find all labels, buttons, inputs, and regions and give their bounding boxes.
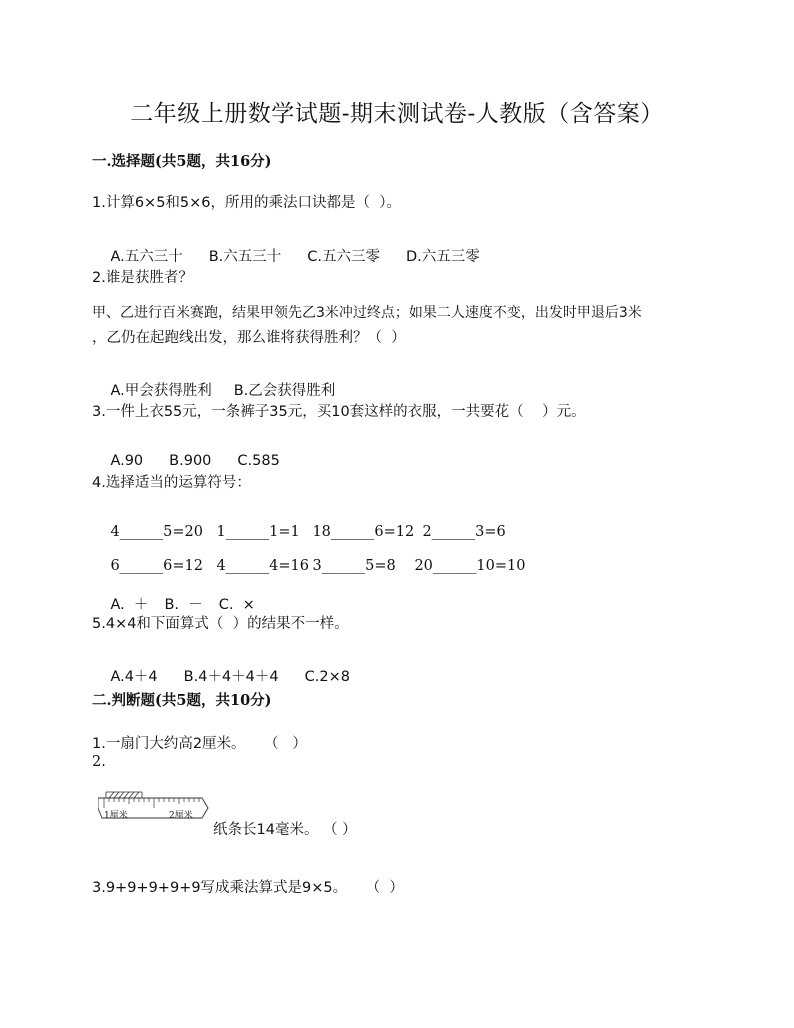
q3-option-a: A.90 [110, 453, 144, 469]
q3-option-b: B.900 [169, 453, 212, 469]
q4-option-a: A. ＋ [110, 597, 149, 613]
q1-option-c: C.五六三零 [307, 249, 381, 265]
q4-blank-8: 20______10=10 [414, 558, 526, 574]
q5-option-c: C.2×8 [304, 669, 350, 685]
q4-blank-6: 4______4=16 [216, 558, 309, 574]
ruler-label-1: 1厘米 [104, 811, 128, 821]
j1-stem: 1.一扇门大约高2厘米。 （ ） [92, 736, 307, 752]
section-header-choice: 一.选择题(共5题，共16分) [92, 153, 272, 170]
q2-option-b: B.乙会获得胜利 [233, 383, 336, 399]
q4-blank-7: 3______5=8 [312, 558, 396, 574]
q4-option-b: B. － [164, 597, 203, 613]
q4-blank-5: 6______6=12 [110, 558, 203, 574]
q5-option-a: A.4＋4 [110, 669, 158, 685]
q1-option-a: A.五六三十 [110, 249, 183, 265]
ruler-figure [98, 786, 210, 826]
q4-blank-1: 4______5=20 [110, 524, 203, 540]
q4-option-c: C. × [218, 597, 255, 613]
q2-body-line2: ，乙仍在起跑线出发，那么谁将获得胜利？（ ） [92, 330, 406, 346]
q2-option-a: A.甲会获得胜利 [110, 383, 212, 399]
page-title: 二年级上册数学试题-期末测试卷-人教版（含答案） [130, 101, 664, 127]
q5-stem: 5.4×4和下面算式（ ）的结果不一样。 [92, 616, 349, 632]
q4-blank-4: 2______3=6 [422, 524, 506, 540]
q4-blank-3: 18______6=12 [312, 524, 415, 540]
j2-caption: 纸条长14毫米。 （ ） [213, 822, 357, 838]
q2-stem: 2.谁是获胜者？ [92, 270, 193, 286]
j3-stem: 3.9+9+9+9+9写成乘法算式是9×5。 （ ） [92, 880, 404, 896]
ruler-label-2: 2厘米 [169, 811, 193, 821]
q3-stem: 3.一件上衣55元，一条裤子35元，买10套这样的衣服，一共要花（ ）元。 [92, 404, 586, 420]
q5-option-b: B.4＋4＋4＋4 [183, 669, 279, 685]
q1-stem: 1.计算6×5和5×6，所用的乘法口诀都是（ ）。 [92, 195, 402, 211]
j2-number: 2. [92, 754, 106, 770]
q1-option-d: D.六五三零 [406, 249, 480, 265]
q2-body-line1: 甲、乙进行百米赛跑，结果甲领先乙3米冲过终点；如果二人速度不变，出发时甲退后3米 [92, 305, 642, 321]
q4-blank-2: 1______1=1 [216, 524, 300, 540]
section-header-judge: 二.判断题(共5题，共10分) [92, 692, 272, 709]
q1-option-b: B.六五三十 [208, 249, 282, 265]
q4-stem: 4.选择适当的运算符号： [92, 475, 251, 491]
q3-option-c: C.585 [237, 453, 280, 469]
